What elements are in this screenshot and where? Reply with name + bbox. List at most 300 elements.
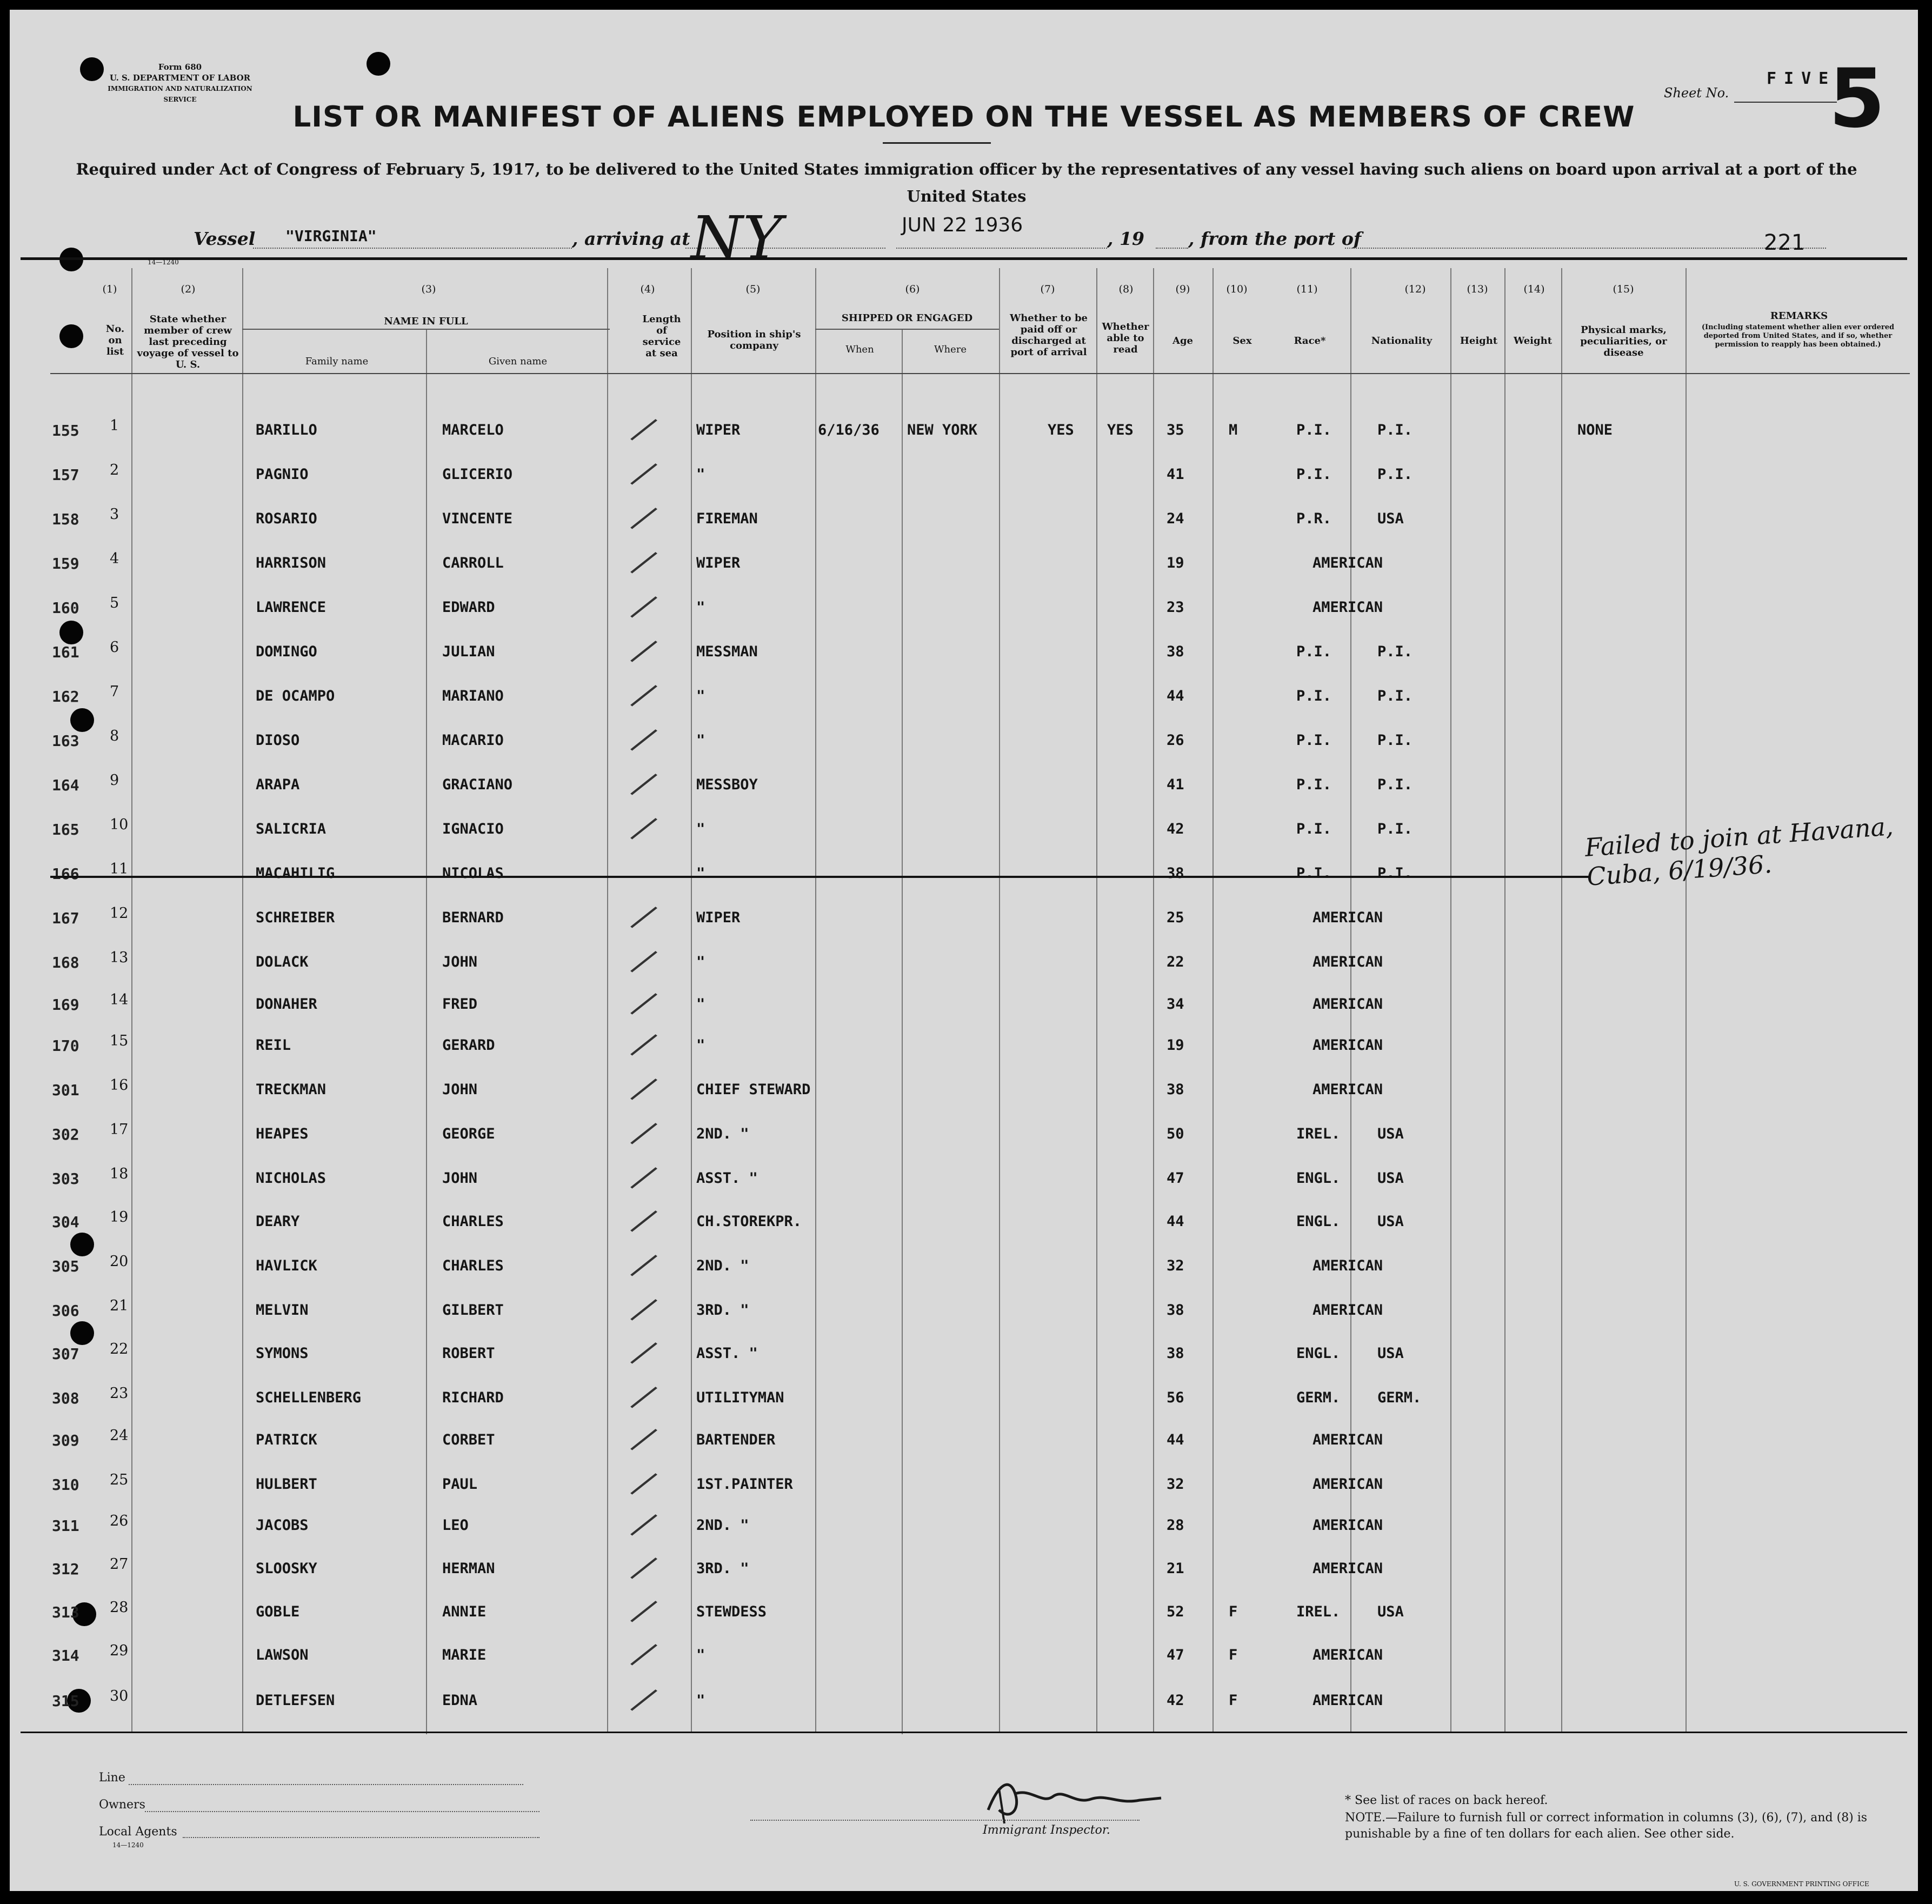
vessel-label: Vessel	[194, 228, 256, 249]
list-number: 22	[110, 1341, 129, 1357]
given-name: MARCELO	[442, 422, 504, 438]
position: ASST. "	[696, 1170, 758, 1187]
race: AMERICAN	[1313, 1037, 1383, 1054]
sex: F	[1229, 1603, 1238, 1620]
line-number: 159	[52, 555, 79, 572]
position: "	[696, 466, 705, 483]
paid-off: YES	[1048, 422, 1074, 438]
table-row	[10, 1333, 1918, 1377]
table-row	[10, 1548, 1918, 1593]
race: AMERICAN	[1313, 1302, 1383, 1319]
line-number: 155	[52, 422, 79, 440]
race: IREL.	[1296, 1603, 1341, 1620]
table-row	[10, 543, 1918, 587]
race: ENGL.	[1296, 1345, 1341, 1362]
table-row	[10, 1505, 1918, 1549]
position: 3RD. "	[696, 1560, 749, 1577]
list-number: 26	[110, 1513, 129, 1529]
position: ASST. "	[696, 1345, 758, 1362]
table-row	[10, 764, 1918, 809]
from-label: , from the port of	[1188, 228, 1362, 249]
nationality: P.I.	[1377, 688, 1413, 704]
age: 38	[1167, 865, 1184, 882]
age: 23	[1167, 599, 1184, 616]
list-number: 9	[110, 772, 119, 789]
able-to-read: YES	[1107, 422, 1134, 438]
service-check-mark: /	[627, 1679, 662, 1720]
age: 22	[1167, 954, 1184, 970]
age: 24	[1167, 510, 1184, 527]
race: P.I.	[1296, 643, 1332, 660]
nationality: GERM.	[1377, 1389, 1422, 1406]
from-rule	[1345, 248, 1826, 249]
header-bottom-rule	[50, 373, 1910, 374]
arriving-label: , arriving at	[572, 228, 690, 249]
form-number: Form 680	[158, 62, 202, 72]
position: "	[696, 821, 705, 837]
age: 44	[1167, 688, 1184, 704]
line-rule	[129, 1784, 523, 1785]
race: AMERICAN	[1313, 1517, 1383, 1534]
age: 25	[1167, 909, 1184, 926]
given-name: BERNARD	[442, 909, 504, 926]
agents-code: 14—1240	[112, 1841, 144, 1849]
family-name: LAWRENCE	[256, 599, 327, 616]
nationality: P.I.	[1377, 821, 1413, 837]
service-check-mark: /	[627, 718, 662, 760]
nationality: P.I.	[1377, 422, 1413, 438]
given-name: JOHN	[442, 1170, 478, 1187]
service-check-mark: /	[627, 1332, 662, 1373]
age: 38	[1167, 1081, 1184, 1098]
list-number: 27	[110, 1556, 129, 1573]
agents-label: Local Agents	[99, 1825, 177, 1839]
family-name: DOMINGO	[256, 643, 317, 660]
line-number: 160	[52, 599, 79, 617]
list-number: 1	[110, 417, 119, 434]
service-check-mark: /	[627, 408, 662, 450]
race: P.R.	[1296, 510, 1332, 527]
list-number: 2	[110, 462, 119, 478]
list-number: 11	[110, 861, 129, 877]
colnum: (4)	[640, 283, 655, 295]
line-number: 314	[52, 1647, 79, 1665]
strikethrough-line	[50, 876, 1591, 878]
line-number: 157	[52, 466, 79, 484]
position: STEWDESS	[696, 1603, 767, 1620]
table-row	[10, 720, 1918, 764]
race: P.I.	[1296, 821, 1332, 837]
col-remarks-note: (Including statement whether alien ever ordered deported from United States, and if so, whether permission to reapply has been obtained.)	[1701, 323, 1895, 349]
family-name: DEARY	[256, 1213, 300, 1230]
age: 19	[1167, 1037, 1184, 1054]
colnum: (6)	[905, 283, 920, 295]
given-name: MARIANO	[442, 688, 504, 704]
sex: M	[1229, 422, 1238, 438]
col-physical-marks: Physical marks, peculiarities, or disease	[1580, 324, 1667, 358]
family-name: TRECKMAN	[256, 1081, 327, 1098]
given-name: MACARIO	[442, 732, 504, 749]
age: 42	[1167, 821, 1184, 837]
line-number: 169	[52, 996, 79, 1014]
race: AMERICAN	[1313, 954, 1383, 970]
table-row	[10, 676, 1918, 720]
position: MESSBOY	[696, 776, 758, 793]
given-name: JOHN	[442, 954, 478, 970]
colnum: (9)	[1175, 283, 1190, 295]
page-title: LIST OR MANIFEST OF ALIENS EMPLOYED ON THE VESSEL AS MEMBERS OF CREW	[292, 101, 1635, 134]
table-row	[10, 454, 1918, 498]
line-number: 168	[52, 954, 79, 971]
line-number: 309	[52, 1432, 79, 1449]
year-rule	[1156, 248, 1188, 249]
position: CHIEF STEWARD	[696, 1081, 811, 1098]
list-number: 4	[110, 550, 119, 567]
given-name: JULIAN	[442, 643, 495, 660]
agents-rule	[183, 1837, 539, 1838]
list-number: 18	[110, 1166, 129, 1182]
nationality: P.I.	[1377, 466, 1413, 483]
table-row	[10, 1290, 1918, 1334]
header-top-rule	[21, 257, 1907, 260]
date-stamp: JUN 22 1936	[902, 214, 1023, 236]
list-number: 19	[110, 1209, 129, 1226]
age: 28	[1167, 1517, 1184, 1534]
sex: F	[1229, 1692, 1238, 1709]
colnum: (3)	[421, 283, 436, 295]
col-last-voyage: State whether member of crew last preceding voyage of vessel to U. S.	[137, 314, 239, 370]
owners-label: Owners	[99, 1798, 145, 1812]
position: 2ND. "	[696, 1126, 749, 1142]
line-number: 163	[52, 732, 79, 750]
family-name: DIOSO	[256, 732, 300, 749]
sheet-typed: FIVE	[1767, 69, 1836, 88]
age: 21	[1167, 1560, 1184, 1577]
form-id	[91, 62, 269, 105]
colnum: (10)	[1226, 283, 1248, 295]
age: 34	[1167, 996, 1184, 1013]
list-number: 6	[110, 639, 119, 656]
service-check-mark: /	[627, 1244, 662, 1286]
col-age: Age	[1172, 335, 1193, 347]
table-row	[10, 984, 1918, 1028]
service-check-mark: /	[627, 1112, 662, 1154]
given-name: CHARLES	[442, 1213, 504, 1230]
col-height: Height	[1460, 335, 1498, 347]
list-number: 29	[110, 1642, 129, 1659]
given-name: CARROLL	[442, 555, 504, 571]
family-name: HEAPES	[256, 1126, 309, 1142]
given-name: IGNACIO	[442, 821, 504, 837]
nationality: USA	[1377, 1603, 1404, 1620]
table-bottom-rule	[21, 1732, 1907, 1733]
family-name: GOBLE	[256, 1603, 300, 1620]
department: U. S. DEPARTMENT OF LABOR	[109, 73, 251, 83]
year-label: , 19	[1107, 228, 1144, 249]
position: "	[696, 688, 705, 704]
race: IREL.	[1296, 1126, 1341, 1142]
vessel-rule	[253, 248, 572, 249]
position: FIREMAN	[696, 510, 758, 527]
service-check-mark: /	[627, 452, 662, 494]
table-row	[10, 942, 1918, 986]
service-check-mark: /	[627, 1590, 662, 1632]
list-number: 17	[110, 1121, 129, 1138]
col-sex: Sex	[1233, 335, 1252, 347]
family-name: HULBERT	[256, 1476, 317, 1493]
family-name: DE OCAMPO	[256, 688, 335, 704]
colnum: (11)	[1296, 283, 1318, 295]
position: MESSMAN	[696, 643, 758, 660]
given-name: GERARD	[442, 1037, 495, 1054]
table-row	[10, 897, 1918, 942]
service-check-mark: /	[627, 896, 662, 937]
service-check-mark: /	[627, 763, 662, 804]
age: 35	[1167, 422, 1184, 438]
given-name: EDWARD	[442, 599, 495, 616]
age: 41	[1167, 466, 1184, 483]
position: WIPER	[696, 555, 741, 571]
family-name: PAGNIO	[256, 466, 309, 483]
service-check-mark: /	[627, 1068, 662, 1109]
physical-marks: NONE	[1577, 422, 1613, 438]
col-family-name: Family name	[305, 356, 369, 367]
position: "	[696, 1037, 705, 1054]
table-row	[10, 631, 1918, 676]
position: "	[696, 996, 705, 1013]
table-row	[10, 1069, 1918, 1114]
given-name: ANNIE	[442, 1603, 487, 1620]
line-number: 161	[52, 643, 79, 661]
position: "	[696, 1647, 705, 1663]
race: ENGL.	[1296, 1213, 1341, 1230]
age: 44	[1167, 1432, 1184, 1448]
age: 19	[1167, 555, 1184, 571]
line-number: 164	[52, 776, 79, 794]
nationality: USA	[1377, 1126, 1404, 1142]
given-name: JOHN	[442, 1081, 478, 1098]
service-check-mark: /	[627, 1156, 662, 1198]
table-row	[10, 1158, 1918, 1202]
family-name: ROSARIO	[256, 510, 317, 527]
colnum: (1)	[102, 283, 117, 295]
line-number: 162	[52, 688, 79, 705]
handwritten-remark: Failed to join at Havana, Cuba, 6/19/36.	[1583, 811, 1895, 891]
penalty-note: NOTE.—Failure to furnish full or correct information in columns (3), (6), (7), and (8) is punishable by a fine of ten dollars for each alien. See other side.	[1345, 1811, 1868, 1841]
line-number: 158	[52, 510, 79, 528]
family-name: SALICRIA	[256, 821, 327, 837]
age: 38	[1167, 1345, 1184, 1362]
race: P.I.	[1296, 732, 1332, 749]
family-name: SCHELLENBERG	[256, 1389, 362, 1406]
colnum: (2)	[181, 283, 196, 295]
line-number: 315	[52, 1692, 79, 1710]
list-number: 28	[110, 1599, 129, 1616]
list-number: 16	[110, 1077, 129, 1094]
nationality: USA	[1377, 1345, 1404, 1362]
shipped-subrule	[815, 329, 999, 330]
nationality: P.I.	[1377, 865, 1413, 882]
given-name: HERMAN	[442, 1560, 495, 1577]
col-remarks: REMARKS	[1770, 310, 1828, 322]
line-number: 313	[52, 1603, 79, 1621]
service-check-mark: /	[627, 807, 662, 849]
list-number: 3	[110, 506, 119, 523]
col-nationality: Nationality	[1371, 335, 1433, 347]
family-name: DOLACK	[256, 954, 309, 970]
family-name: SYMONS	[256, 1345, 309, 1362]
race: ENGL.	[1296, 1170, 1341, 1187]
table-row	[10, 1420, 1918, 1464]
given-name: VINCENTE	[442, 510, 513, 527]
col-paid-off: Whether to be paid off or discharged at port of arrival	[1010, 312, 1088, 358]
record-code: 221	[1764, 230, 1806, 255]
race: P.I.	[1296, 466, 1332, 483]
line-number: 166	[52, 865, 79, 883]
nationality: USA	[1377, 510, 1404, 527]
colnum: (13)	[1467, 283, 1488, 295]
given-name: PAUL	[442, 1476, 478, 1493]
col-no-on-list: No. on list	[105, 323, 125, 357]
nationality: P.I.	[1377, 643, 1413, 660]
list-number: 5	[110, 595, 119, 611]
line-number: 167	[52, 909, 79, 927]
inspector-rule	[750, 1820, 1140, 1821]
family-name: REIL	[256, 1037, 291, 1054]
race: P.I.	[1296, 776, 1332, 793]
small-code: 14—1240	[148, 258, 179, 266]
race: P.I.	[1296, 422, 1332, 438]
col-given-name: Given name	[488, 356, 548, 367]
table-row	[10, 1025, 1918, 1069]
position: BARTENDER	[696, 1432, 776, 1448]
given-name: RICHARD	[442, 1389, 504, 1406]
service-check-mark: /	[627, 674, 662, 716]
table-row	[10, 1635, 1918, 1679]
sex: F	[1229, 1647, 1238, 1663]
service-check-mark: /	[627, 940, 662, 982]
service-check-mark: /	[627, 1023, 662, 1065]
family-name: LAWSON	[256, 1647, 309, 1663]
position: "	[696, 599, 705, 616]
list-number: 15	[110, 1033, 129, 1049]
line-number: 302	[52, 1126, 79, 1143]
inspector-label: Immigrant Inspector.	[983, 1823, 1110, 1837]
position: WIPER	[696, 422, 741, 438]
race: AMERICAN	[1313, 909, 1383, 926]
service-check-mark: /	[627, 541, 662, 583]
line-number: 303	[52, 1170, 79, 1188]
list-number: 21	[110, 1297, 129, 1314]
punch-hole	[59, 324, 83, 348]
given-name: ROBERT	[442, 1345, 495, 1362]
nationality: USA	[1377, 1170, 1404, 1187]
given-name: CHARLES	[442, 1257, 504, 1274]
col-shipped-engaged: SHIPPED OR ENGAGED	[841, 312, 973, 324]
given-name: GLICERIO	[442, 466, 513, 483]
col-race: Race*	[1294, 335, 1326, 347]
age: 32	[1167, 1257, 1184, 1274]
service-check-mark: /	[627, 497, 662, 538]
list-number: 24	[110, 1427, 129, 1444]
race: AMERICAN	[1313, 996, 1383, 1013]
position: "	[696, 954, 705, 970]
family-name: SLOOSKY	[256, 1560, 317, 1577]
manifest-sheet	[10, 10, 1918, 1891]
age: 56	[1167, 1389, 1184, 1406]
race: AMERICAN	[1313, 599, 1383, 616]
age: 47	[1167, 1170, 1184, 1187]
line-number: 170	[52, 1037, 79, 1055]
gpo-imprint: U. S. GOVERNMENT PRINTING OFFICE	[1734, 1880, 1869, 1888]
age: 41	[1167, 776, 1184, 793]
position: 3RD. "	[696, 1302, 749, 1319]
given-name: GEORGE	[442, 1126, 495, 1142]
colnum: (7)	[1040, 283, 1055, 295]
shipped-when: 6/16/36	[818, 422, 880, 438]
line-number: 304	[52, 1213, 79, 1231]
family-name: BARILLO	[256, 422, 317, 438]
family-name: PATRICK	[256, 1432, 317, 1448]
colnum: (12)	[1404, 283, 1426, 295]
given-name: LEO	[442, 1517, 469, 1534]
line-number: 301	[52, 1081, 79, 1099]
race: AMERICAN	[1313, 1432, 1383, 1448]
col-weight: Weight	[1513, 335, 1553, 347]
race: AMERICAN	[1313, 1647, 1383, 1663]
position: 2ND. "	[696, 1257, 749, 1274]
service-check-mark: /	[627, 1503, 662, 1545]
col-position: Position in ship's company	[707, 329, 801, 351]
col-name-in-full: NAME IN FULL	[384, 316, 468, 327]
col-length-service: Length of service at sea	[642, 314, 681, 359]
service-check-mark: /	[627, 1288, 662, 1330]
nationality: P.I.	[1377, 776, 1413, 793]
col-when: When	[845, 344, 874, 355]
position: CH.STOREKPR.	[696, 1213, 802, 1230]
position: "	[696, 865, 705, 882]
service-check-mark: /	[627, 1547, 662, 1588]
service-check-mark: /	[627, 1418, 662, 1460]
title-rule	[883, 142, 991, 144]
table-row	[10, 1592, 1918, 1636]
position: "	[696, 1692, 705, 1709]
punch-hole	[367, 52, 390, 76]
age: 47	[1167, 1647, 1184, 1663]
col-able-to-read: Whether able to read	[1102, 321, 1149, 355]
service-check-mark: /	[627, 585, 662, 627]
nationality: USA	[1377, 1213, 1404, 1230]
age: 50	[1167, 1126, 1184, 1142]
races-note: * See list of races on back hereof.	[1345, 1794, 1548, 1807]
given-name: NICOLAS	[442, 865, 504, 882]
family-name: HARRISON	[256, 555, 327, 571]
table-row	[10, 1246, 1918, 1290]
colnum: (8)	[1118, 283, 1134, 295]
family-name: NICHOLAS	[256, 1170, 327, 1187]
list-number: 25	[110, 1472, 129, 1488]
list-number: 30	[110, 1688, 129, 1705]
colnum: (5)	[745, 283, 761, 295]
race: GERM.	[1296, 1389, 1341, 1406]
sheet-label: Sheet No.	[1664, 85, 1729, 101]
age: 26	[1167, 732, 1184, 749]
list-number: 13	[110, 949, 129, 966]
arriving-port: NY	[691, 203, 782, 272]
family-name: MELVIN	[256, 1302, 309, 1319]
list-number: 14	[110, 991, 129, 1008]
race: AMERICAN	[1313, 555, 1383, 571]
